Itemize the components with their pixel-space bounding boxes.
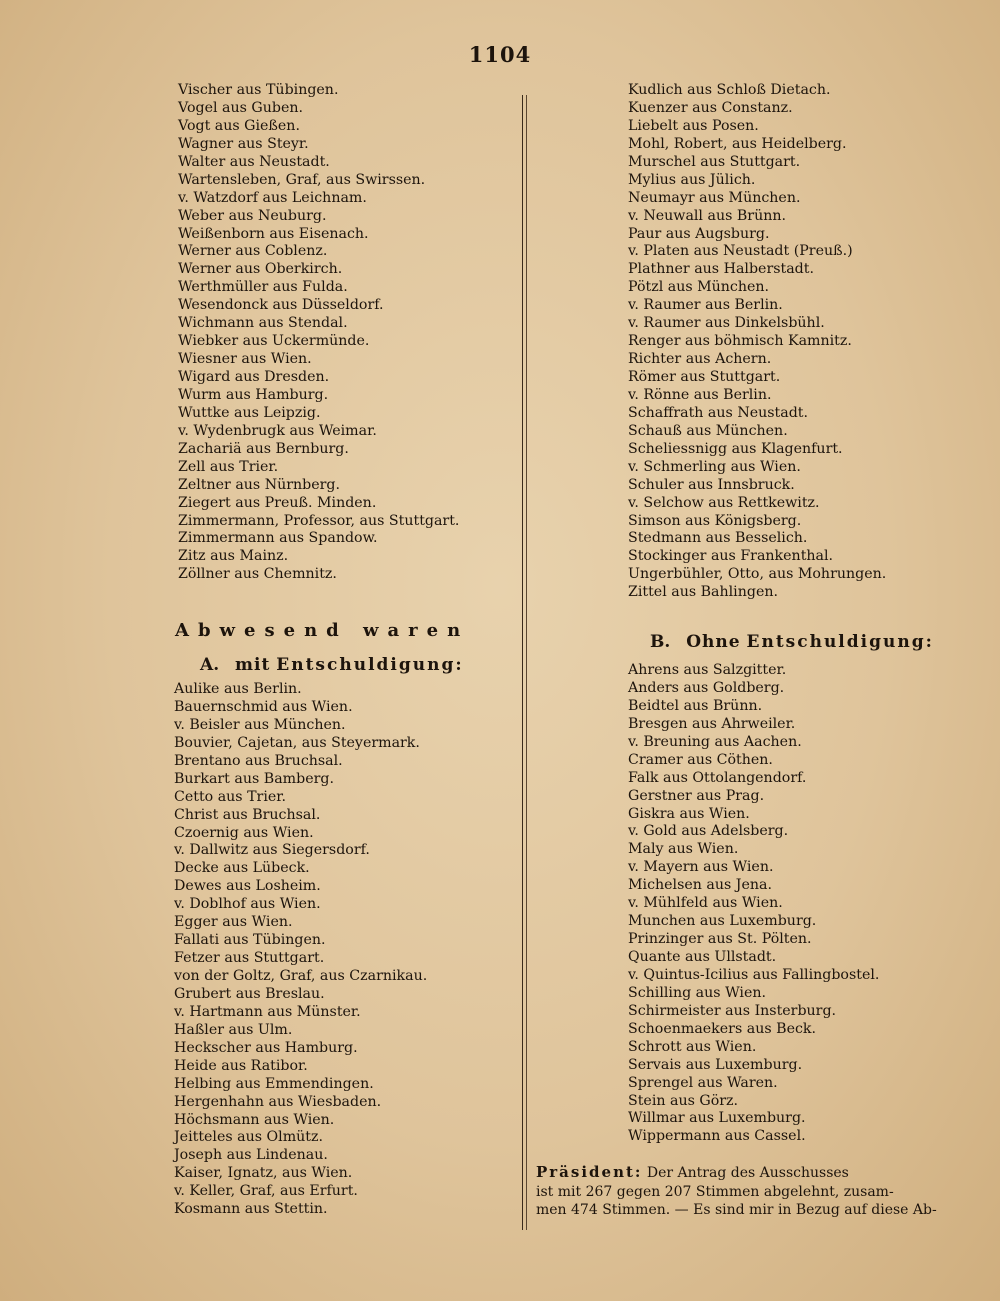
list-item: v. Neuwall aus Brünn. (628, 207, 787, 224)
list-item: Wiebker aus Uckermünde. (178, 333, 370, 350)
list-item: v. Breuning aus Aachen. (628, 733, 802, 750)
president-statement (536, 1163, 976, 1220)
list-item: Wagner aus Steyr. (178, 135, 309, 152)
list-item: Fallati aus Tübingen. (174, 932, 326, 949)
list-item: Grubert aus Breslau. (174, 985, 325, 1002)
list-item: v. Dallwitz aus Siegersdorf. (174, 842, 370, 859)
list-item: Bouvier, Cajetan, aus Steyermark. (174, 734, 420, 751)
list-item: Aulike aus Berlin. (174, 681, 302, 697)
list-item: v. Watzdorf aus Leichnam. (178, 189, 367, 206)
list-item: Wippermann aus Cassel. (628, 1128, 806, 1145)
list-item: v. Quintus-Icilius aus Fallingbostel. (628, 966, 880, 983)
list-item: Hergenhahn aus Wiesbaden. (174, 1093, 382, 1110)
list-item: Wesendonck aus Düsseldorf. (178, 297, 384, 314)
list-item: Schoenmaekers aus Beck. (628, 1020, 817, 1037)
list-item: Kosmann aus Stettin. (174, 1201, 328, 1218)
list-item: Schirmeister aus Insterburg. (628, 1002, 837, 1019)
list-item: Vogel aus Guben. (178, 99, 303, 116)
list-item: Renger aus böhmisch Kamnitz. (628, 333, 852, 350)
list-item: Wigard aus Dresden. (178, 369, 330, 385)
list-item: v. Gold aus Adelsberg. (628, 823, 789, 840)
list-item: Zöllner aus Chemnitz. (178, 566, 337, 583)
list-item: Cetto aus Trier. (174, 788, 287, 805)
list-item: Jeitteles aus Olmütz. (174, 1129, 323, 1146)
list-item: v. Beisler aus München. (174, 716, 346, 733)
list-item: Werthmüller aus Fulda. (178, 279, 348, 296)
list-item: Paur aus Augsburg. (628, 225, 770, 242)
list-item: Bresgen aus Ahrweiler. (628, 715, 796, 732)
list-item: Wurm aus Hamburg. (178, 386, 329, 403)
list-item: Heckscher aus Hamburg. (174, 1039, 358, 1056)
list-item: Mylius aus Jülich. (628, 171, 756, 188)
list-item: Schauß aus München. (628, 422, 788, 439)
list-item: Wiesner aus Wien. (178, 351, 312, 368)
list-item: Murschel aus Stuttgart. (628, 153, 801, 170)
list-item: v. Hartmann aus Münster. (174, 1003, 361, 1020)
left-voter-list (178, 82, 459, 584)
list-item: Dewes aus Losheim. (174, 878, 321, 895)
list-item: Weißenborn aus Eisenach. (178, 225, 369, 242)
list-item: Gerstner aus Prag. (628, 787, 765, 804)
list-item: Kuenzer aus Constanz. (628, 99, 793, 116)
list-item: Cramer aus Cöthen. (628, 751, 773, 768)
president-line-1 (536, 1163, 976, 1183)
list-item: Michelsen aus Jena. (628, 877, 772, 894)
list-item: Giskra aus Wien. (628, 805, 750, 822)
list-item: Heide aus Ratibor. (174, 1057, 308, 1074)
list-item: Kaiser, Ignatz, aus Wien. (174, 1165, 353, 1182)
list-item: von der Goltz, Graf, aus Czarnikau. (174, 968, 428, 984)
list-item: v. Mayern aus Wien. (628, 859, 774, 876)
list-item: v. Keller, Graf, aus Erfurt. (174, 1183, 358, 1200)
list-item: Beidtel aus Brünn. (628, 697, 763, 714)
list-item: Zimmermann aus Spandow. (178, 530, 378, 547)
list-item: Walter aus Neustadt. (178, 153, 330, 170)
list-item: Fetzer aus Stuttgart. (174, 950, 325, 967)
list-item: Schaffrath aus Neustadt. (628, 404, 808, 421)
section-b-label: B. (650, 632, 671, 652)
list-item: Munchen aus Luxemburg. (628, 913, 817, 930)
column-divider-inner (526, 95, 527, 1230)
page-number: 1104 (468, 42, 532, 67)
list-item: v. Raumer aus Dinkelsbühl. (628, 315, 825, 332)
list-item: Schrott aus Wien. (628, 1038, 757, 1055)
list-item: Werner aus Coblenz. (178, 243, 328, 260)
list-item: Zell aus Trier. (178, 458, 279, 475)
list-item: Servais aus Luxemburg. (628, 1056, 803, 1073)
list-item: v. Doblhof aus Wien. (174, 896, 321, 913)
list-item: Wartensleben, Graf, aus Swirssen. (178, 171, 426, 188)
list-item: Schuler aus Innsbruck. (628, 476, 795, 493)
list-item: Vogt aus Gießen. (178, 117, 300, 134)
list-item: Egger aus Wien. (174, 914, 293, 931)
list-item: Ahrens aus Salzgitter. (628, 662, 787, 678)
list-item: Weber aus Neuburg. (178, 207, 327, 224)
list-item: Haßler aus Ulm. (174, 1021, 293, 1038)
list-item: Wuttke aus Leipzig. (178, 404, 321, 421)
list-item: Stockinger aus Frankenthal. (628, 548, 834, 565)
section-b-word1: Ohne (686, 632, 741, 652)
list-item: Stedmann aus Besselich. (628, 530, 808, 547)
list-item: v. Raumer aus Berlin. (628, 297, 783, 314)
right-voter-list (628, 82, 886, 602)
list-item: Mohl, Robert, aus Heidelberg. (628, 135, 847, 152)
section-a-word2: Entschuldigung: (276, 655, 464, 675)
list-item: Helbing aus Emmendingen. (174, 1075, 374, 1092)
list-item: Prinzinger aus St. Pölten. (628, 931, 812, 948)
absent-excused-list (174, 681, 427, 1219)
list-item: Ungerbühler, Otto, aus Mohrungen. (628, 566, 887, 583)
list-item: Pötzl aus München. (628, 279, 770, 296)
list-item: Czoernig aus Wien. (174, 824, 314, 841)
list-item: Simson aus Königsberg. (628, 512, 802, 529)
list-item: Sprengel aus Waren. (628, 1074, 778, 1091)
list-item: Quante aus Ullstadt. (628, 949, 777, 965)
list-item: Maly aus Wien. (628, 841, 739, 858)
list-item: Plathner aus Halberstadt. (628, 261, 814, 278)
section-a-label: A. (200, 655, 220, 675)
list-item: Burkart aus Bamberg. (174, 770, 334, 787)
list-item: Bauernschmid aus Wien. (174, 698, 353, 715)
list-item: Zachariä aus Bernburg. (178, 440, 349, 457)
list-item: Zittel aus Bahlingen. (628, 584, 778, 601)
list-item: Willmar aus Luxemburg. (628, 1110, 806, 1127)
list-item: v. Rönne aus Berlin. (628, 386, 772, 403)
list-item: v. Platen aus Neustadt (Preuß.) (628, 243, 853, 260)
list-item: Wichmann aus Stendal. (178, 315, 348, 332)
list-item: Christ aus Bruchsal. (174, 806, 321, 823)
list-item: Stein aus Görz. (628, 1092, 739, 1109)
section-b-word2: Entschuldigung: (746, 632, 934, 652)
section-b-heading (650, 632, 934, 652)
list-item: Schilling aus Wien. (628, 984, 766, 1001)
column-divider (522, 95, 523, 1230)
list-item: Decke aus Lübeck. (174, 860, 310, 877)
section-a-heading (200, 655, 464, 675)
list-item: Zimmermann, Professor, aus Stuttgart. (178, 512, 460, 529)
list-item: v. Mühlfeld aus Wien. (628, 895, 783, 912)
president-name: Präsident: (536, 1163, 643, 1181)
list-item: v. Selchow aus Rettkewitz. (628, 494, 820, 511)
president-line-3: men 474 Stimmen. — Es sind mir in Bezug auf diese Ab- (536, 1202, 937, 1218)
list-item: Zitz aus Mainz. (178, 548, 289, 565)
list-item: Liebelt aus Posen. (628, 117, 759, 134)
list-item: Scheliessnigg aus Klagenfurt. (628, 440, 843, 457)
list-item: Joseph aus Lindenau. (174, 1147, 328, 1164)
list-item: Werner aus Oberkirch. (178, 261, 343, 278)
absent-heading: Abwesend waren (175, 620, 470, 641)
list-item: Römer aus Stuttgart. (628, 369, 781, 385)
list-item: Vischer aus Tübingen. (178, 82, 339, 98)
list-item: Richter aus Achern. (628, 351, 772, 368)
list-item: v. Wydenbrugk aus Weimar. (178, 422, 377, 439)
list-item: Ziegert aus Preuß. Minden. (178, 494, 377, 511)
list-item: Falk aus Ottolangendorf. (628, 769, 807, 786)
list-item: Kudlich aus Schloß Dietach. (628, 82, 831, 98)
list-item: Brentano aus Bruchsal. (174, 752, 343, 769)
section-a-word1: mit (235, 655, 271, 675)
list-item: v. Schmerling aus Wien. (628, 458, 801, 475)
president-text-1: Der Antrag des Ausschusses (646, 1165, 849, 1181)
list-item: Neumayr aus München. (628, 189, 801, 206)
list-item: Höchsmann aus Wien. (174, 1111, 335, 1128)
list-item: Anders aus Goldberg. (628, 679, 785, 696)
list-item: Zeltner aus Nürnberg. (178, 476, 341, 493)
president-line-2: ist mit 267 gegen 207 Stimmen abgelehnt, zusam- (536, 1183, 894, 1200)
absent-unexcused-list (628, 662, 879, 1146)
